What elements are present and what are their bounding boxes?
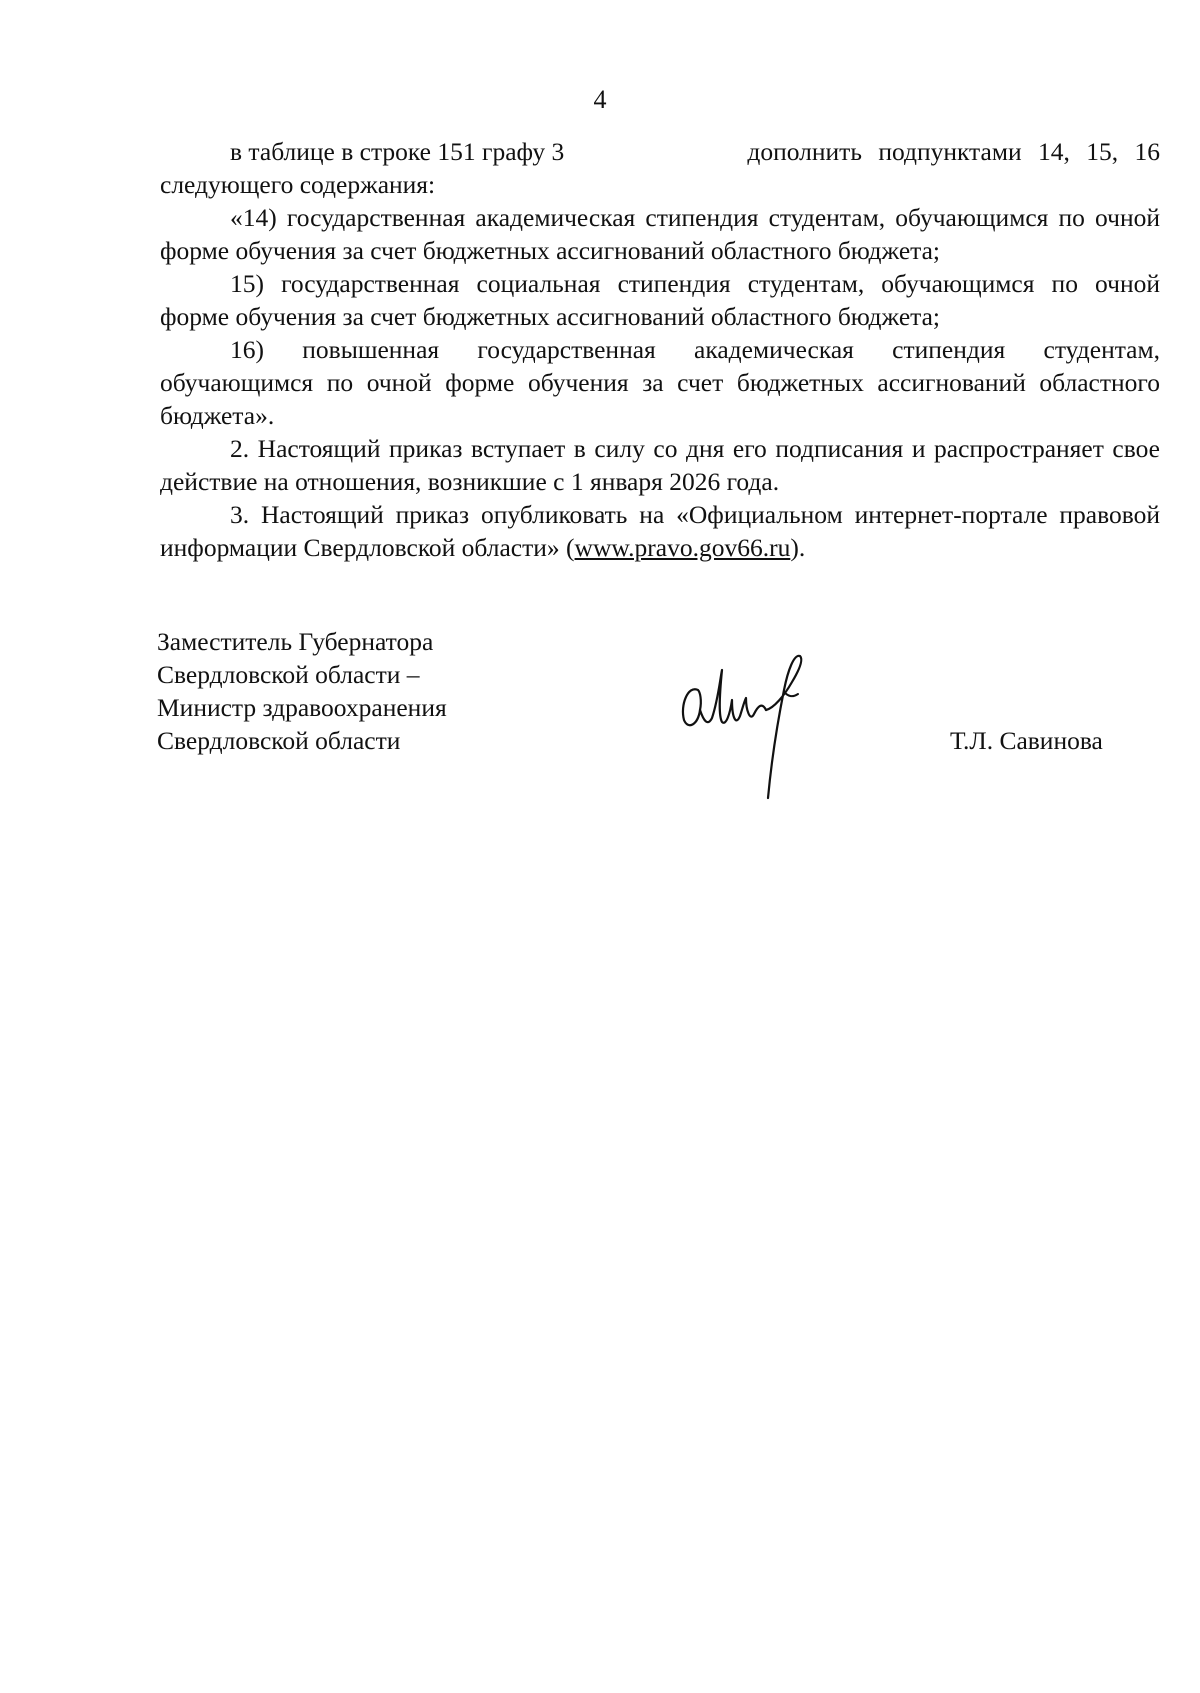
publication-text-end: ).: [790, 533, 806, 562]
paragraph-1-first-line: [160, 135, 1160, 168]
paragraph-publication: [160, 498, 1160, 564]
document-body: [160, 135, 1160, 564]
signatory-title-line: Свердловской области: [157, 726, 401, 755]
paragraph-1-left: в таблице в строке 151 графу 3: [230, 137, 565, 166]
publication-text: 3. Настоящий приказ опубликовать на «Официальном интернет-портале правовой информации Свердловской области» (: [160, 500, 1160, 562]
paragraph-1-right: дополнить подпунктами 14, 15, 16: [747, 137, 1160, 166]
signatory-title-line: Свердловской области –: [157, 660, 420, 689]
paragraph-item-16: 16) повышенная государственная академическая стипендия студентам, обучающимся по очной форме обучения за счет бюджетных ассигнований областного бюджета».: [160, 335, 1160, 430]
signer-name: Т.Л. Савинова: [950, 726, 1103, 755]
paragraph-item-14: «14) государственная академическая стипендия студентам, обучающимся по очной форме обучения за счет бюджетных ассигнований областного бюджета;: [160, 203, 1160, 265]
signatory-title: [157, 625, 447, 757]
paragraph-item-15: 15) государственная социальная стипендия студентам, обучающимся по очной форме обучения за счет бюджетных ассигнований областного бюджета;: [160, 269, 1160, 331]
page-number: 4: [593, 85, 607, 114]
paragraph-effective-date: 2. Настоящий приказ вступает в силу со дня его подписания и распространяет свое действие на отношения, возникшие с 1 января 2026 года.: [160, 434, 1160, 496]
pravo-link[interactable]: www.pravo.gov66.ru: [574, 533, 791, 562]
handwritten-signature: [670, 630, 830, 805]
paragraph-1-continuation: следующего содержания:: [160, 170, 436, 199]
signatory-title-line: Министр здравоохранения: [157, 693, 447, 722]
signatory-title-line: Заместитель Губернатора: [157, 627, 434, 656]
